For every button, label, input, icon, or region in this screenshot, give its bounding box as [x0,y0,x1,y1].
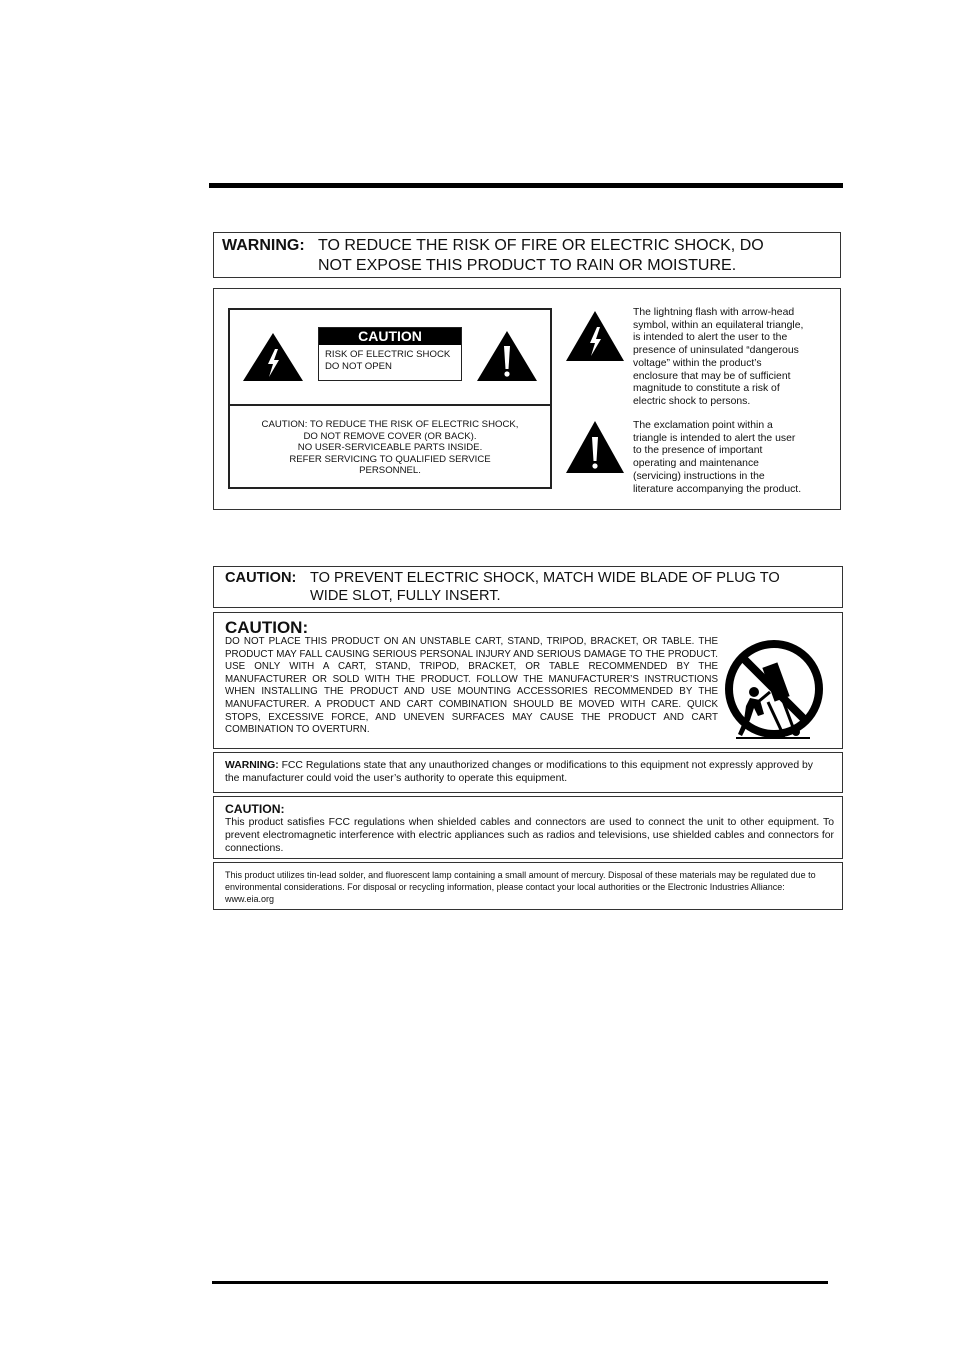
caution-badge [318,327,462,381]
label-divider [230,404,550,406]
warning-text-line1: TO REDUCE THE RISK OF FIRE OR ELECTRIC SHOCK, DO [318,237,764,254]
desc-line: The exclamation point within a [633,420,773,431]
disposal-notice-box [213,862,843,910]
label-line: DO NOT REMOVE COVER (OR BACK). [303,430,477,442]
desc-line: presence of uninsulated “dangerous [633,345,799,357]
caution-plug-line2: WIDE SLOT, FULLY INSERT. [310,588,501,604]
label-line: PERSONNEL. [359,465,421,477]
exclamation-triangle-icon [476,330,538,382]
caution-plug-line1: TO PREVENT ELECTRIC SHOCK, MATCH WIDE BLADE OF PLUG TO [310,570,780,586]
desc-line: literature accompanying the product. [633,483,802,495]
fcc-warning-text [225,759,825,785]
warning-label: WARNING: [222,237,305,254]
label-line: REFER SERVICING TO QUALIFIED SERVICE [289,453,491,465]
label-line: NO USER-SERVICEABLE PARTS INSIDE. [297,442,483,454]
exclamation-triangle-icon [565,420,625,474]
fcc-warning-label: WARNING: [225,760,279,771]
caution-cart-heading: CAUTION: [225,618,309,637]
caution-badge-line2: DO NOT OPEN [325,361,392,372]
caution-cart-body: DO NOT PLACE THIS PRODUCT ON AN UNSTABLE CART, STAND, TRIPOD, BRACKET, OR TABLE. THE PRODUCT MAY FALL CAUSING SERIOUS PERSONAL INJURY AND SERIOUS DAMAGE TO THE PRODUCT. USE ONLY WITH A CART, STAND, TRIPOD, BRACKET, OR TABLE RECOMMENDED BY THE MANUFACTURER OR SOLD WITH THE PRODUCT. FOLLOW THE MANUFACTURER’S INSTRUCTIONS WHEN INSTALLING THE PRODUCT AND USE MOUNTING ACCESSORIES RECOMMENDED BY THE MANUFACTURER. A PRODUCT AND CART COMBINATION SHOULD BE MOVED WITH CARE. QUICK STOPS, EXCESSIVE FORCE, AND UNEVEN SURFACES MAY CAUSE THE PRODUCT AND CART COMBINATION TO OVERTURN. [225,636,718,736]
caution-shielded-box [213,796,843,859]
caution-shielded-heading: CAUTION: [225,802,285,816]
fcc-warning-body: FCC Regulations state that any unauthorized changes or modifications to this equipment not expressly approved by the manufacturer could void the user’s authority to operate this equipment. [225,760,813,784]
desc-line: magnitude to constitute a risk of [633,383,780,395]
fcc-warning-box [213,752,843,793]
desc-line: enclosure that may be of sufficient [633,370,791,382]
desc-line: voltage” within the product’s [633,357,762,369]
desc-line: to the presence of important [633,445,763,457]
top-rule [209,183,843,188]
desc-line: electric shock to persons. [633,395,751,407]
lightning-description [633,307,833,409]
caution-plug-box [213,566,843,608]
caution-plug-label: CAUTION: [225,570,297,586]
disposal-notice-text: This product utilizes tin-lead solder, and fluorescent lamp containing a small amount of mercury. Disposal of these materials may be regulated due to environmental considerations. For disposal or recycling information, please contact your local authorities or the Electronic Industries Alliance: www.eia.org [225,870,816,905]
warning-text-line2: NOT EXPOSE THIS PRODUCT TO RAIN OR MOISTURE. [318,257,737,274]
desc-line: operating and maintenance [633,458,759,470]
caution-label-text [230,419,550,477]
desc-line: (servicing) instructions in the [633,470,765,482]
label-line: CAUTION: TO REDUCE THE RISK OF ELECTRIC SHOCK, [261,419,519,430]
desc-line: is intended to alert the user to the [633,332,788,344]
lightning-triangle-icon [242,332,304,382]
desc-line: symbol, within an equilateral triangle, [633,319,804,331]
caution-badge-header: CAUTION [319,328,461,345]
cart-tip-over-icon [724,640,828,744]
warning-rain-box [213,232,841,278]
caution-shielded-body: This product satisfies FCC regulations when shielded cables and connectors are used to connect the unit to other equipment. To prevent electromagnetic interference with electric appliances such as radios and televisions, use shielded cables and connectors for connections. [225,817,834,854]
desc-line: triangle is intended to alert the user [633,432,796,444]
bottom-rule [212,1281,828,1284]
exclamation-description [633,420,833,496]
lightning-triangle-icon [565,310,625,362]
caution-badge-line1: RISK OF ELECTRIC SHOCK [325,349,451,360]
desc-line: The lightning flash with arrow-head [633,307,795,318]
